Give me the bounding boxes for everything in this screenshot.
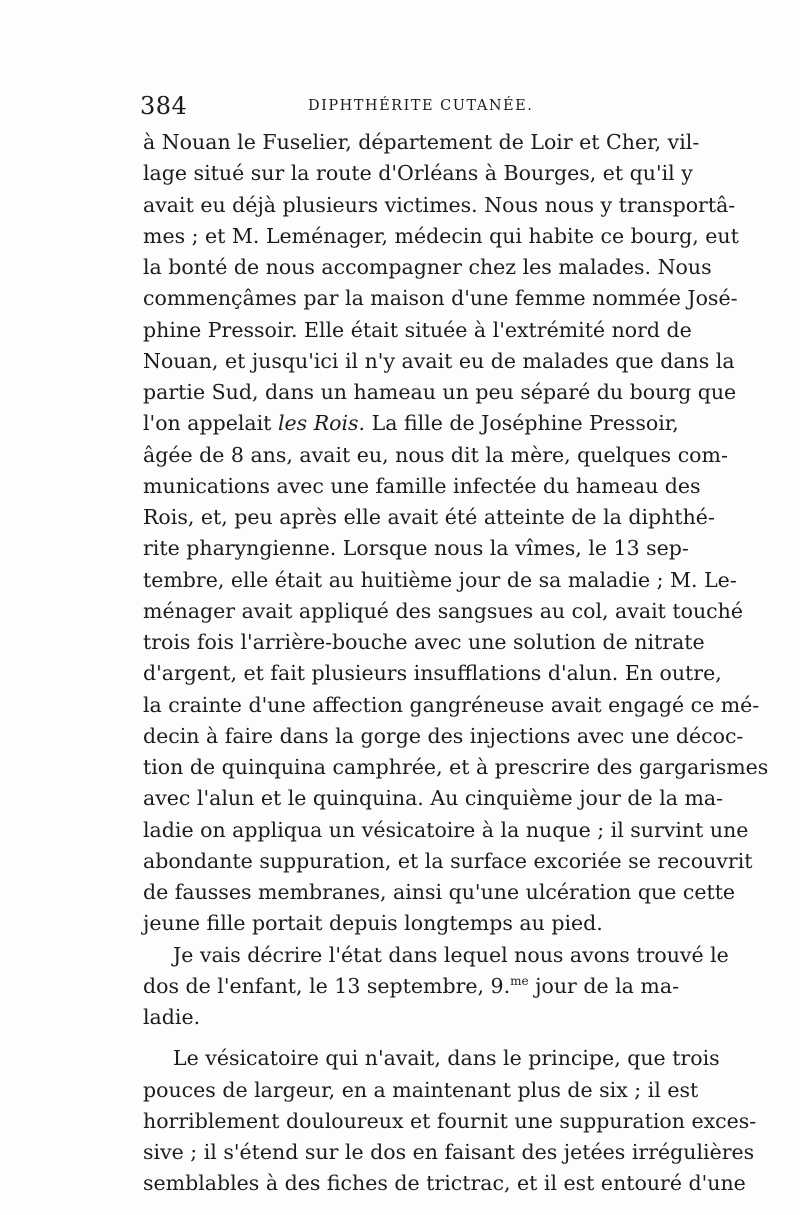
text-line: à Nouan le Fuselier, département de Loir et Cher, vil-	[143, 130, 700, 154]
text-line: avait eu déjà plusieurs victimes. Nous nous y transportâ-	[143, 192, 736, 217]
text-line: pouces de largeur, en a maintenant plus de six ; il est	[143, 1077, 699, 1102]
text-line-start: dos de l'enfant, le 13 septembre, 9.	[143, 973, 511, 998]
text-line: semblables à des fiches de trictrac, et il est entouré d'une	[143, 1171, 746, 1196]
text-line: commençâmes par la maison d'une femme nommée José-	[143, 286, 738, 311]
page-number: 384	[140, 92, 188, 120]
text-line: decin à faire dans la gorge des injections avec une décoc-	[143, 723, 744, 748]
text-line: Rois, et, peu après elle avait été atteinte de la diphthé-	[143, 505, 715, 529]
paragraph-1	[143, 127, 769, 940]
body-text	[143, 127, 769, 1200]
text-line: de fausses membranes, ainsi qu'une ulcération que cette	[143, 880, 736, 904]
text-line: tion de quinquina camphrée, et à prescrire des gargarismes	[143, 755, 769, 779]
text-line-start: l'on appelait	[143, 411, 272, 436]
text-line: ladie.	[143, 1005, 201, 1029]
text-line: avec l'alun et le quinquina. Au cinquième jour de la ma-	[143, 786, 724, 811]
text-line: horriblement douloureux et fournit une suppuration exces-	[143, 1108, 757, 1133]
place-name-italic: les Rois.	[277, 411, 366, 436]
text-line: jeune fille portait depuis longtemps au pied.	[143, 911, 603, 936]
text-line: rite pharyngienne. Lorsque nous la vîmes, le 13 sep-	[143, 536, 689, 561]
text-line: tembre, elle était au huitième jour de sa maladie ; M. Le-	[143, 567, 737, 592]
text-line: Le vésicatoire qui n'avait, dans le principe, que trois	[173, 1046, 720, 1071]
paragraph-2	[143, 940, 729, 1034]
paragraph-3	[143, 1043, 757, 1199]
ordinal-superscript: me	[510, 973, 529, 988]
text-line: d'argent, et fait plusieurs insufflations d'alun. En outre,	[143, 661, 722, 686]
text-line: sive ; il s'étend sur le dos en faisant des jetées irrégulières	[143, 1140, 755, 1164]
text-line-end: jour de la ma-	[528, 973, 679, 998]
text-line: Nouan, et jusqu'ici il n'y avait eu de malades que dans la	[143, 348, 735, 373]
text-line: partie Sud, dans un hameau un peu séparé du bourg que	[143, 380, 737, 404]
text-line: trois fois l'arrière-bouche avec une solution de nitrate	[143, 630, 705, 654]
text-line: phine Pressoir. Elle était située à l'extrémité nord de	[143, 317, 692, 342]
text-line: abondante suppuration, et la surface excoriée se recouvrit	[143, 848, 753, 873]
text-line: lage situé sur la route d'Orléans à Bourges, et qu'il y	[143, 161, 693, 186]
text-line: la crainte d'une affection gangréneuse avait engagé ce mé-	[143, 692, 760, 717]
text-line: la bonté de nous accompagner chez les malades. Nous	[143, 255, 712, 279]
text-line	[143, 971, 679, 1002]
text-line: mes ; et M. Leménager, médecin qui habite ce bourg, eut	[143, 223, 739, 248]
running-head	[140, 92, 670, 122]
paragraph-gap	[143, 1033, 670, 1043]
text-line: ladie on appliqua un vésicatoire à la nuque ; il survint une	[143, 817, 749, 842]
text-line: ménager avait appliqué des sangsues au col, avait touché	[143, 598, 743, 623]
text-line: âgée de 8 ans, avait eu, nous dit la mère, quelques com-	[143, 442, 728, 467]
text-line-end: La fille de Joséphine Pressoir,	[365, 411, 679, 436]
text-line	[143, 408, 679, 439]
text-line: Je vais décrire l'état dans lequel nous avons trouvé le	[173, 942, 729, 967]
running-title: DIPHTHÉRITE CUTANÉE.	[308, 98, 534, 114]
text-line: munications avec une famille infectée du hameau des	[143, 473, 701, 498]
